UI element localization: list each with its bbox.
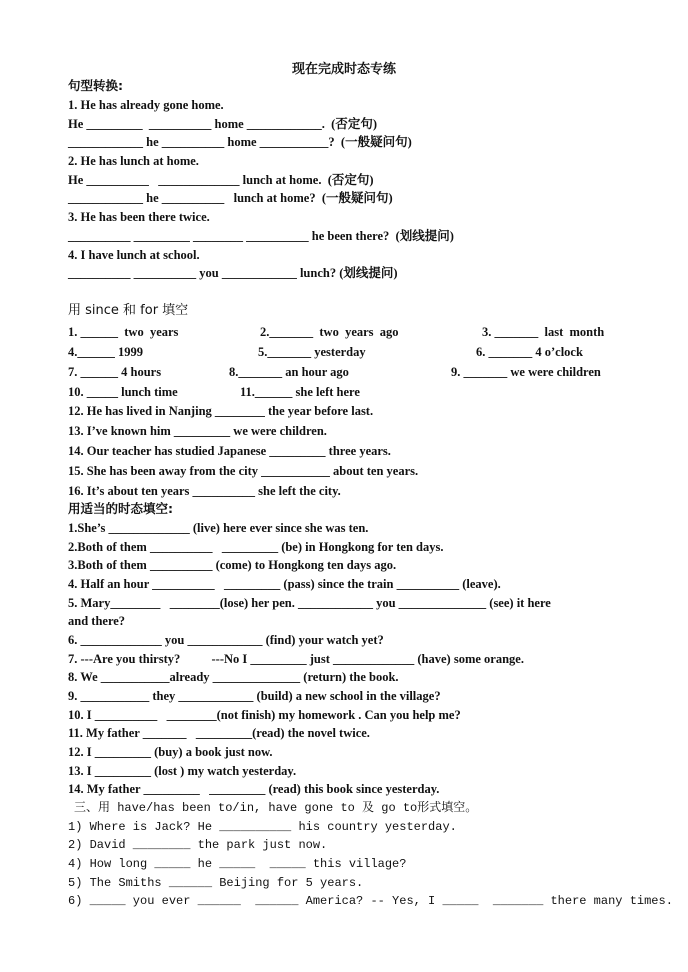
section3-line: 1.She’s _____________ (live) here ever since she was ten. xyxy=(68,521,369,535)
section2-line: 16. It’s about ten years __________ she left the city. xyxy=(68,484,341,498)
section3-line: 14. My father _________ _________ (read) this book since yesterday. xyxy=(68,782,440,796)
grid-cell: 1. ______ two years xyxy=(68,325,179,339)
section1-heading: 句型转换: xyxy=(68,78,123,93)
section2-line: 13. I’ve known him _________ we were children. xyxy=(68,424,327,438)
section3-heading: 用适当的时态填空: xyxy=(68,501,173,516)
section2-line: 15. She has been away from the city ___________ about ten years. xyxy=(68,464,419,478)
section2-line: 14. Our teacher has studied Japanese _________ three years. xyxy=(68,444,391,458)
grid-cell: 11.______ she left here xyxy=(240,385,360,399)
section1-line: 1. He has already gone home. xyxy=(68,98,224,112)
section3-line: 2.Both of them __________ _________ (be) in Hongkong for ten days. xyxy=(68,540,444,554)
section4-heading: 三、用 have/has been to/in, have gone to 及 go to形式填空。 xyxy=(74,801,478,815)
grid-cell: 10. _____ lunch time xyxy=(68,385,178,399)
section3-line: 9. ___________ they ____________ (build) a new school in the village? xyxy=(68,689,441,703)
grid-cell: 2._______ two years ago xyxy=(260,325,399,339)
grid-cell: 8._______ an hour ago xyxy=(229,365,349,379)
grid-cell: 9. _______ we were children xyxy=(451,365,601,379)
section3-line: 3.Both of them __________ (come) to Hongkong ten days ago. xyxy=(68,558,397,572)
grid-cell: 3. _______ last month xyxy=(482,325,605,339)
section3-line: 7. ---Are you thirsty? ---No I _________ just _____________ (have) some orange. xyxy=(68,652,524,666)
page-title: 现在完成时态专练 xyxy=(291,62,396,77)
grid-cell: 4.______ 1999 xyxy=(68,345,143,359)
section1-line: ____________ he __________ home ___________? (一般疑问句) xyxy=(68,135,412,149)
section4-line: 1) Where is Jack? He __________ his country yesterday. xyxy=(68,820,457,834)
section1-line: 4. I have lunch at school. xyxy=(68,248,200,262)
section3-line: 10. I __________ ________(not finish) my homework . Can you help me? xyxy=(68,708,461,722)
section4-line: 4) How long _____ he _____ _____ this village? xyxy=(68,857,407,871)
section1-line: He _________ __________ home ____________. (否定句) xyxy=(68,117,378,131)
section1-line: ____________ he __________ lunch at home? (一般疑问句) xyxy=(68,191,393,205)
section4-line: 2) David ________ the park just now. xyxy=(68,838,328,852)
section3-line: 12. I _________ (buy) a book just now. xyxy=(68,745,273,759)
section1-line: He __________ _____________ lunch at home. (否定句) xyxy=(68,173,374,187)
section4-line: 6) _____ you ever ______ ______ America? -- Yes, I _____ _______ there many times. xyxy=(68,894,673,908)
section1-line: __________ _________ ________ __________ he been there? (划线提问) xyxy=(68,229,454,243)
section3-line: and there? xyxy=(68,614,126,628)
grid-cell: 6. _______ 4 o’clock xyxy=(476,345,583,359)
section4-line: 5) The Smiths ______ Beijing for 5 years. xyxy=(68,876,364,890)
section2-heading: 用 since 和 for 填空 xyxy=(68,303,189,318)
grid-cell: 7. ______ 4 hours xyxy=(68,365,162,379)
section2-line: 12. He has lived in Nanjing ________ the year before last. xyxy=(68,404,374,418)
section3-line: 4. Half an hour __________ _________ (pass) since the train __________ (leave). xyxy=(68,577,501,591)
section3-line: 5. Mary________ ________(lose) her pen. ____________ you ______________ (see) it here xyxy=(68,596,551,610)
section1-line: __________ __________ you ____________ lunch? (划线提问) xyxy=(68,266,398,280)
section3-line: 6. _____________ you ____________ (find) your watch yet? xyxy=(68,633,384,647)
section3-line: 13. I _________ (lost ) my watch yesterday. xyxy=(68,764,297,778)
section3-line: 8. We ___________already ______________ (return) the book. xyxy=(68,670,399,684)
section1-line: 2. He has lunch at home. xyxy=(68,154,199,168)
grid-cell: 5._______ yesterday xyxy=(258,345,366,359)
section3-line: 11. My father _______ _________(read) the novel twice. xyxy=(68,726,370,740)
section1-line: 3. He has been there twice. xyxy=(68,210,210,224)
